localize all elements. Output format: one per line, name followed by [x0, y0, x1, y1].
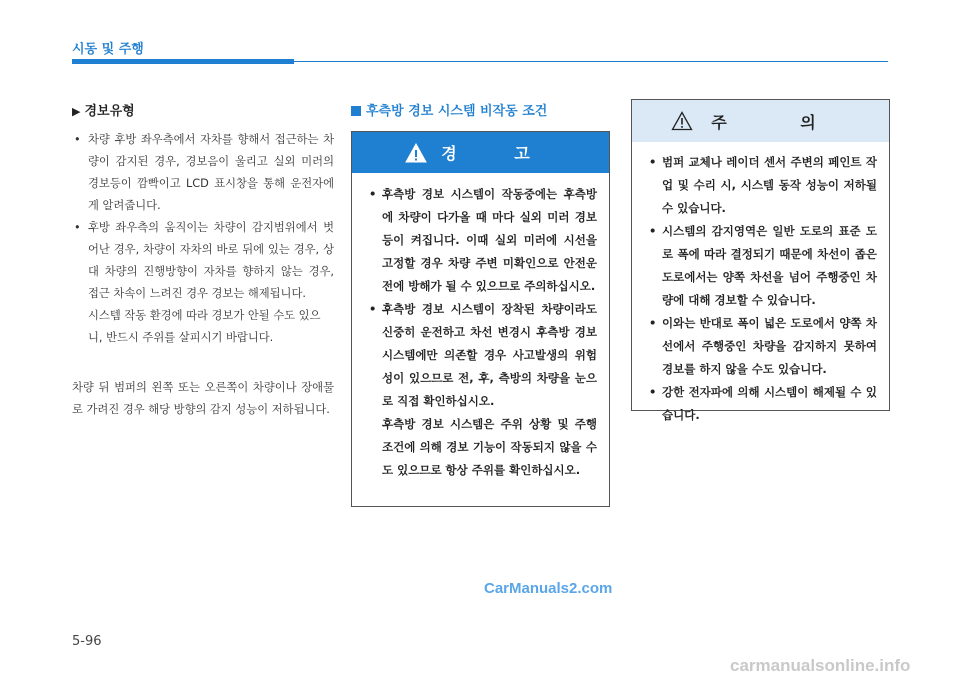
- warning-triangle-icon: [405, 143, 427, 163]
- caution-list: [648, 151, 877, 427]
- list-item: • 차량 후방 좌우측에서 자차를 향해서 접근하는 차량이 감지된 경우, 경보음이 울리고 실외 미러의 경보등이 깜빡이고 LCD 표시창을 통해 운전자에게 알려줍니다.: [88, 129, 334, 217]
- caution-title: 주 의: [711, 112, 850, 132]
- play-triangle-icon: ▶: [72, 105, 81, 118]
- list-item: • 범퍼 교체나 레이더 센서 주변의 페인트 작업 및 수리 시, 시스템 동작 성능이 저하될 수 있습니다.: [662, 151, 877, 220]
- warning-list: [368, 183, 597, 413]
- alert-type-list: [72, 129, 334, 305]
- sub-heading: [72, 100, 334, 119]
- site-watermark: carmanualsonline.info: [730, 656, 911, 675]
- column-left: [72, 100, 334, 421]
- sub-heading-text: 경보유형: [84, 104, 135, 119]
- warning-title: 경 고: [441, 144, 556, 163]
- section-heading-text: 후측방 경보 시스템 비작동 조건: [366, 104, 548, 119]
- section-heading: [351, 100, 547, 119]
- warning-triangle-icon: [671, 111, 693, 131]
- warning-body: [352, 173, 609, 482]
- list-item: • 후방 좌우측의 움직이는 차량이 감지범위에서 벗어난 경우, 차량이 자차의 바로 뒤에 있는 경우, 상대 차량의 진행방향이 자차를 향하지 않는 경우, 접근 차속이 느려진 경우 경보는 해제됩니다.: [88, 217, 334, 305]
- warning-header: [352, 132, 609, 173]
- header-bar-thin: [294, 61, 888, 62]
- page-number: 5-96: [72, 634, 102, 649]
- caution-box: [631, 99, 890, 422]
- warning-note: 후측방 경보 시스템은 주위 상황 및 주행 조건에 의해 경보 기능이 작동되지 않을 수도 있으므로 항상 주위를 확인하십시오.: [382, 417, 597, 477]
- list-note: 시스템 작동 환경에 따라 경보가 안될 수도 있으니, 반드시 주위를 살피시기 바랍니다.: [88, 309, 321, 344]
- header-bar-thick: [72, 59, 294, 64]
- list-item: • 후측방 경보 시스템이 작동중에는 후측방에 차량이 다가올 때 마다 실외 미러 경보등이 켜집니다. 이때 실외 미러에 시선을 고정할 경우 차량 주변 미확인으로 안전운전에 방해가 될 수 있으므로 주의하십시오.: [382, 183, 597, 298]
- list-item: • 강한 전자파에 의해 시스템이 해제될 수 있습니다.: [662, 381, 877, 427]
- caution-header: [632, 100, 889, 142]
- section-header-title: 시동 및 주행: [72, 42, 144, 57]
- warning-box: [351, 131, 610, 507]
- list-item: • 시스템의 감지영역은 일반 도로의 표준 도로 폭에 따라 결정되기 때문에 차선이 좁은 도로에서는 양쪽 차선을 넘어 주행중인 차량에 대해 경보할 수 있습니다.: [662, 220, 877, 312]
- body-paragraph: 차량 뒤 범퍼의 왼쪽 또는 오른쪽이 차량이나 장애물로 가려진 경우 해당 방향의 감지 성능이 저하됩니다.: [72, 381, 334, 416]
- list-item: • 후측방 경보 시스템이 장착된 차량이라도 신중히 운전하고 차선 변경시 후측방 경보 시스템에만 의존할 경우 사고발생의 위험성이 있으므로 전, 후, 측방의 차량을 눈으로 직접 확인하십시오.: [382, 298, 597, 413]
- square-bullet-icon: [351, 106, 361, 116]
- watermark: CarManuals2.com: [484, 580, 613, 597]
- list-item: • 이와는 반대로 폭이 넓은 도로에서 양쪽 차선에서 주행중인 차량을 감지하지 못하여 경보를 하지 않을 수도 있습니다.: [662, 312, 877, 381]
- caution-body: [632, 142, 889, 427]
